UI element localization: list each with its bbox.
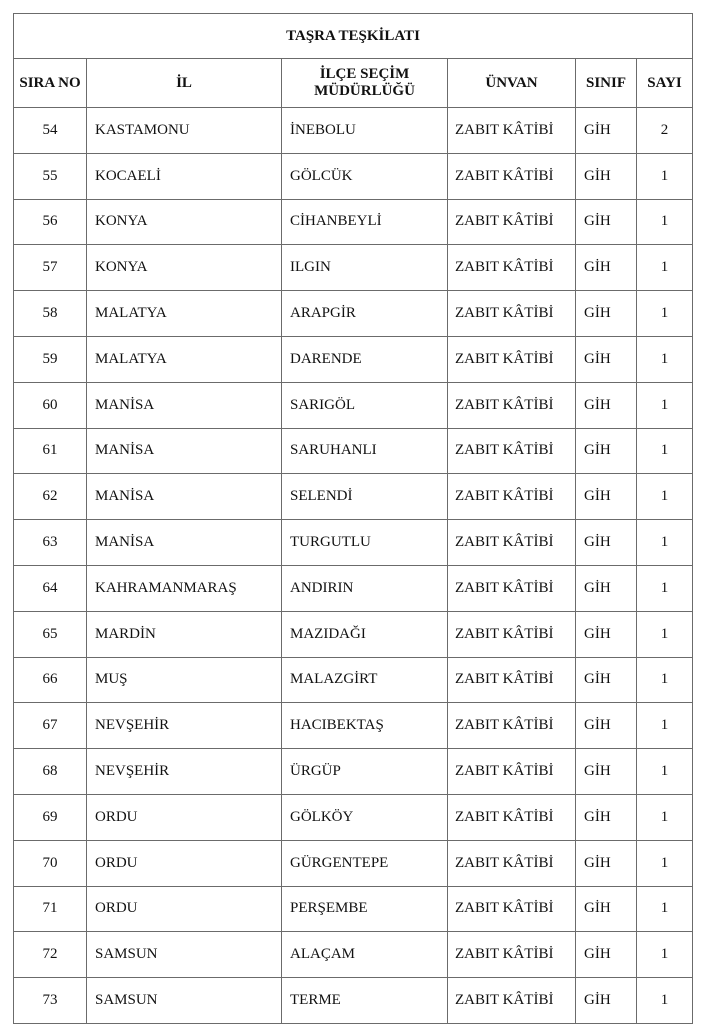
cell-unvan: ZABIT KÂTİBİ	[448, 657, 576, 703]
table-row	[14, 749, 693, 795]
cell-sinif: GİH	[576, 108, 637, 154]
cell-sayi: 1	[637, 382, 693, 428]
cell-il: MANİSA	[87, 474, 282, 520]
table-row	[14, 428, 693, 474]
cell-sira-no: 57	[14, 245, 87, 291]
cell-sira-no: 59	[14, 336, 87, 382]
cell-unvan: ZABIT KÂTİBİ	[448, 978, 576, 1024]
cell-il: SAMSUN	[87, 978, 282, 1024]
cell-il: NEVŞEHİR	[87, 749, 282, 795]
cell-sira-no: 63	[14, 520, 87, 566]
cell-ilce: ANDIRIN	[282, 565, 448, 611]
cell-sira-no: 62	[14, 474, 87, 520]
cell-unvan: ZABIT KÂTİBİ	[448, 794, 576, 840]
cell-sinif: GİH	[576, 428, 637, 474]
cell-il: KOCAELİ	[87, 153, 282, 199]
cell-sinif: GİH	[576, 382, 637, 428]
table-row	[14, 703, 693, 749]
cell-sira-no: 72	[14, 932, 87, 978]
table-row	[14, 520, 693, 566]
cell-sayi: 1	[637, 978, 693, 1024]
cell-sayi: 1	[637, 932, 693, 978]
cell-unvan: ZABIT KÂTİBİ	[448, 886, 576, 932]
cell-sira-no: 54	[14, 108, 87, 154]
cell-sayi: 1	[637, 428, 693, 474]
cell-sira-no: 68	[14, 749, 87, 795]
cell-il: NEVŞEHİR	[87, 703, 282, 749]
cell-sira-no: 64	[14, 565, 87, 611]
cell-ilce: SELENDİ	[282, 474, 448, 520]
cell-ilce: İNEBOLU	[282, 108, 448, 154]
cell-sira-no: 67	[14, 703, 87, 749]
table-row	[14, 932, 693, 978]
cell-unvan: ZABIT KÂTİBİ	[448, 932, 576, 978]
header-ilce	[282, 59, 448, 108]
header-ilce-line1: İLÇE SEÇİM	[319, 66, 410, 82]
cell-sira-no: 73	[14, 978, 87, 1024]
table-row	[14, 108, 693, 154]
cell-unvan: ZABIT KÂTİBİ	[448, 611, 576, 657]
cell-unvan: ZABIT KÂTİBİ	[448, 199, 576, 245]
cell-ilce: ARAPGİR	[282, 291, 448, 337]
table-row	[14, 611, 693, 657]
table-row	[14, 199, 693, 245]
cell-ilce: CİHANBEYLİ	[282, 199, 448, 245]
cell-sinif: GİH	[576, 749, 637, 795]
cell-sinif: GİH	[576, 794, 637, 840]
cell-sayi: 1	[637, 749, 693, 795]
cell-il: KAHRAMANMARAŞ	[87, 565, 282, 611]
cell-sayi: 2	[637, 108, 693, 154]
table-row	[14, 794, 693, 840]
cell-sinif: GİH	[576, 657, 637, 703]
cell-ilce: ÜRGÜP	[282, 749, 448, 795]
cell-il: MANİSA	[87, 520, 282, 566]
cell-unvan: ZABIT KÂTİBİ	[448, 336, 576, 382]
cell-sayi: 1	[637, 153, 693, 199]
staff-table	[13, 13, 693, 1024]
header-sayi: SAYI	[637, 59, 693, 108]
cell-sinif: GİH	[576, 565, 637, 611]
cell-il: MARDİN	[87, 611, 282, 657]
table-row	[14, 474, 693, 520]
cell-il: MALATYA	[87, 291, 282, 337]
cell-sinif: GİH	[576, 199, 637, 245]
cell-sira-no: 70	[14, 840, 87, 886]
cell-sira-no: 61	[14, 428, 87, 474]
cell-sira-no: 66	[14, 657, 87, 703]
cell-sinif: GİH	[576, 474, 637, 520]
table-row	[14, 336, 693, 382]
cell-ilce: DARENDE	[282, 336, 448, 382]
cell-unvan: ZABIT KÂTİBİ	[448, 428, 576, 474]
cell-unvan: ZABIT KÂTİBİ	[448, 474, 576, 520]
table-row	[14, 153, 693, 199]
cell-sayi: 1	[637, 565, 693, 611]
cell-ilce: PERŞEMBE	[282, 886, 448, 932]
cell-sayi: 1	[637, 291, 693, 337]
cell-ilce: ILGIN	[282, 245, 448, 291]
cell-sayi: 1	[637, 657, 693, 703]
cell-il: ORDU	[87, 886, 282, 932]
cell-ilce: SARUHANLI	[282, 428, 448, 474]
table-row	[14, 382, 693, 428]
cell-il: MANİSA	[87, 428, 282, 474]
cell-sinif: GİH	[576, 520, 637, 566]
header-sira-no: SIRA NO	[14, 59, 87, 108]
header-sinif: SINIF	[576, 59, 637, 108]
header-il: İL	[87, 59, 282, 108]
cell-ilce: GÜRGENTEPE	[282, 840, 448, 886]
cell-unvan: ZABIT KÂTİBİ	[448, 291, 576, 337]
cell-il: KONYA	[87, 245, 282, 291]
cell-il: MANİSA	[87, 382, 282, 428]
cell-sayi: 1	[637, 611, 693, 657]
cell-sayi: 1	[637, 840, 693, 886]
cell-sayi: 1	[637, 336, 693, 382]
cell-sayi: 1	[637, 520, 693, 566]
cell-sira-no: 71	[14, 886, 87, 932]
cell-unvan: ZABIT KÂTİBİ	[448, 520, 576, 566]
cell-sinif: GİH	[576, 153, 637, 199]
header-ilce-line2: MÜDÜRLÜĞÜ	[314, 83, 415, 99]
cell-ilce: ALAÇAM	[282, 932, 448, 978]
cell-il: ORDU	[87, 794, 282, 840]
cell-ilce: GÖLKÖY	[282, 794, 448, 840]
header-row	[14, 59, 693, 108]
cell-sira-no: 60	[14, 382, 87, 428]
table-row	[14, 565, 693, 611]
cell-sayi: 1	[637, 886, 693, 932]
cell-sinif: GİH	[576, 886, 637, 932]
cell-sinif: GİH	[576, 978, 637, 1024]
header-unvan: ÜNVAN	[448, 59, 576, 108]
table-row	[14, 840, 693, 886]
cell-sinif: GİH	[576, 336, 637, 382]
cell-sinif: GİH	[576, 932, 637, 978]
cell-sira-no: 55	[14, 153, 87, 199]
cell-sinif: GİH	[576, 703, 637, 749]
cell-ilce: MALAZGİRT	[282, 657, 448, 703]
cell-unvan: ZABIT KÂTİBİ	[448, 382, 576, 428]
cell-sinif: GİH	[576, 245, 637, 291]
cell-unvan: ZABIT KÂTİBİ	[448, 703, 576, 749]
cell-sinif: GİH	[576, 840, 637, 886]
cell-ilce: MAZIDAĞI	[282, 611, 448, 657]
table-body	[14, 108, 693, 1024]
cell-sinif: GİH	[576, 291, 637, 337]
cell-il: KONYA	[87, 199, 282, 245]
cell-sayi: 1	[637, 703, 693, 749]
cell-ilce: GÖLCÜK	[282, 153, 448, 199]
cell-il: ORDU	[87, 840, 282, 886]
cell-sira-no: 56	[14, 199, 87, 245]
cell-ilce: TERME	[282, 978, 448, 1024]
cell-unvan: ZABIT KÂTİBİ	[448, 749, 576, 795]
cell-il: MUŞ	[87, 657, 282, 703]
table-row	[14, 978, 693, 1024]
cell-sira-no: 65	[14, 611, 87, 657]
cell-il: SAMSUN	[87, 932, 282, 978]
cell-sira-no: 69	[14, 794, 87, 840]
title-row	[14, 14, 693, 59]
cell-unvan: ZABIT KÂTİBİ	[448, 108, 576, 154]
cell-ilce: TURGUTLU	[282, 520, 448, 566]
document-page	[13, 13, 692, 1024]
cell-sayi: 1	[637, 199, 693, 245]
cell-sayi: 1	[637, 474, 693, 520]
cell-unvan: ZABIT KÂTİBİ	[448, 245, 576, 291]
cell-sira-no: 58	[14, 291, 87, 337]
table-row	[14, 245, 693, 291]
table-row	[14, 886, 693, 932]
cell-sayi: 1	[637, 245, 693, 291]
cell-unvan: ZABIT KÂTİBİ	[448, 565, 576, 611]
cell-ilce: SARIGÖL	[282, 382, 448, 428]
cell-ilce: HACIBEKTAŞ	[282, 703, 448, 749]
cell-sayi: 1	[637, 794, 693, 840]
cell-il: KASTAMONU	[87, 108, 282, 154]
table-title: TAŞRA TEŞKİLATI	[14, 14, 693, 59]
cell-unvan: ZABIT KÂTİBİ	[448, 153, 576, 199]
table-row	[14, 657, 693, 703]
table-row	[14, 291, 693, 337]
cell-sinif: GİH	[576, 611, 637, 657]
cell-unvan: ZABIT KÂTİBİ	[448, 840, 576, 886]
cell-il: MALATYA	[87, 336, 282, 382]
